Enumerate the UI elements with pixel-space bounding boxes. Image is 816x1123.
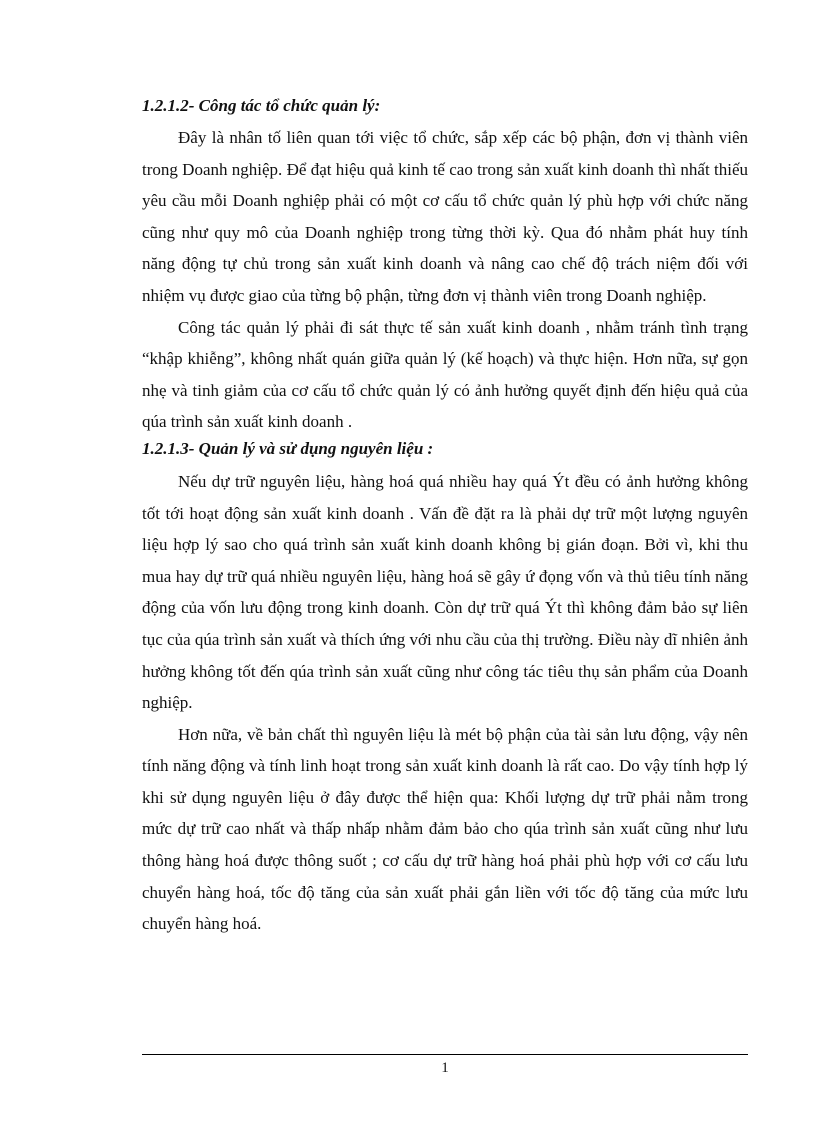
section-heading-1-2-1-2: 1.2.1.2- Công tác tổ chức quản lý: <box>142 96 381 115</box>
paragraph-2: Công tác quản lý phải đi sát thực tế sản xuất kinh doanh , nhằm tránh tình trạng “khập khiễng”, không nhất quán giữa quản lý (kế hoạch) và thực hiện. Hơn nữa, sự gọn nhẹ và tinh giảm của cơ cấu tổ chức quản lý có ảnh hưởng quyết định đến hiệu quả của qúa trình sản xuất kinh doanh . <box>142 317 748 432</box>
page-number: 1 <box>441 1060 449 1076</box>
page-body <box>142 94 748 940</box>
footer-divider <box>142 1054 748 1055</box>
paragraph-1: Đây là nhân tố liên quan tới việc tổ chức, sắp xếp các bộ phận, đơn vị thành viên trong Doanh nghiệp. Để đạt hiệu quả kinh tế cao trong sản xuất kinh doanh thì nhất thiếu yêu cầu mỗi Doanh nghiệp phải có một cơ cấu tổ chức quản lý phù hợp với chức năng cũng như quy mô của Doanh nghiệp trong từng thời kỳ. Qua đó nhằm phát huy tính năng động tự chủ trong sản xuất kinh doanh và nâng cao chế độ trách niệm đối với nhiệm vụ được giao của từng bộ phận, từng đơn vị thành viên trong Doanh nghiệp. <box>142 128 748 305</box>
paragraph-3: Nếu dự trữ nguyên liệu, hàng hoá quá nhiều hay quá Ýt đều có ảnh hưởng không tốt tới hoạt động sản xuất kinh doanh . Vấn đề đặt ra là phải dự trữ một lượng nguyên liệu hợp lý sao cho quá trình sản xuất kinh doanh không bị gián đoạn. Bởi vì, khi thu mua hay dự trữ quá nhiều nguyên liệu, hàng hoá sẽ gây ứ đọng vốn và thủ tiêu tính năng động của vốn lưu động trong kinh doanh. Còn dự trữ quá Ýt thì không đảm bảo sự liên tục của qúa trình sản xuất và thích ứng với nhu cầu của thị trường. Điều này dĩ nhiên ảnh hưởng không tốt đến qúa trình sản xuất cũng như công tác tiêu thụ sản phẩm của Doanh nghiệp. <box>142 471 748 713</box>
section-heading-1-2-1-3: 1.2.1.3- Quản lý và sử dụng nguyên liệu : <box>142 438 434 458</box>
paragraph-4: Hơn nữa, về bản chất thì nguyên liệu là mét bộ phận của tài sản lưu động, vậy nên tính năng động và tính linh hoạt trong sản xuất kinh doanh là rất cao. Do vậy tính hợp lý khi sử dụng nguyên liệu ở đây được thể hiện qua: Khối lượng dự trữ phải nằm trong mức dự trữ cao nhất và thấp nhấp nhằm đảm bảo cho qúa trình sản xuất cũng như lưu thông hàng hoá được thông suốt ; cơ cấu dự trữ hàng hoá phải phù hợp với cơ cấu lưu chuyển hàng hoá, tốc độ tăng của sản xuất phải gắn liền với tốc độ tăng của mức lưu chuyển hàng hoá. <box>142 724 748 934</box>
